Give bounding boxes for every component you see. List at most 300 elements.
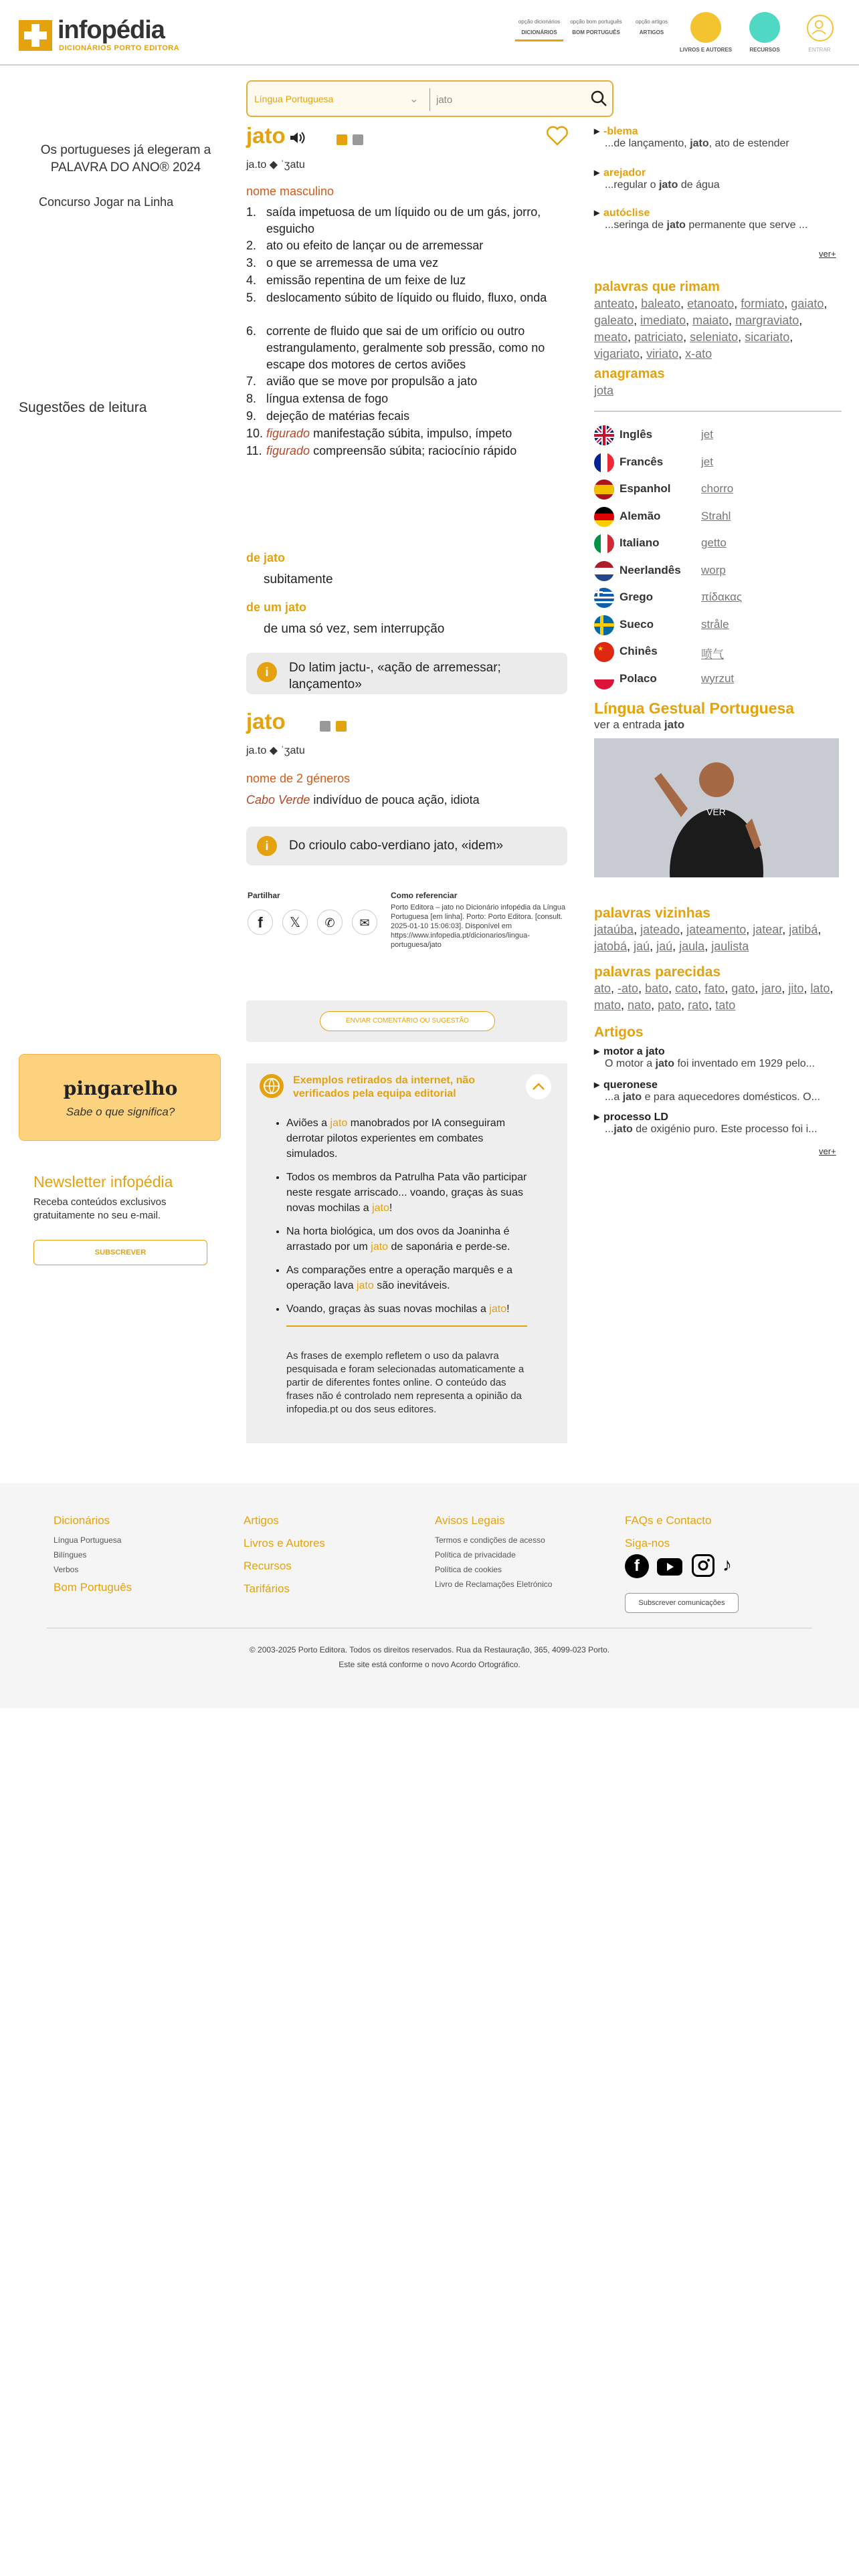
divider	[286, 1325, 527, 1327]
definition-number: 2.	[246, 239, 257, 252]
bullet-icon: ▸	[594, 1046, 600, 1057]
word-link[interactable]: jaú	[656, 940, 673, 953]
definition-number: 8.	[246, 392, 257, 405]
phrase-heading: de um jato	[246, 601, 307, 614]
word-link[interactable]: jaula	[679, 940, 705, 953]
lgp-title: Língua Gestual Portuguesa	[594, 700, 795, 717]
etymology-text: Do crioulo cabo-verdiano jato, «idem»	[289, 839, 504, 853]
footer-faqs-contacto[interactable]: FAQs e Contacto	[625, 1514, 712, 1527]
facebook-icon[interactable]: f	[625, 1554, 649, 1578]
example-highlight: jato	[356, 1280, 374, 1291]
rhymes-title: palavras que rimam	[594, 280, 720, 294]
sweden-flag-icon	[594, 615, 614, 635]
word-link[interactable]: sicariato	[745, 330, 790, 344]
phrase-snippet	[605, 138, 832, 150]
translation-row	[594, 585, 842, 612]
word-link[interactable]: lato	[810, 982, 830, 995]
pronunciation: ja.to ◆ ˈʒatu	[246, 745, 305, 756]
definition-body: manifestação súbita, impulso, ímpeto	[313, 427, 512, 440]
definition-item	[246, 408, 574, 425]
feedback-button[interactable]: ENVIAR COMENTÁRIO OU SUGESTÃO	[320, 1011, 495, 1031]
definition-text	[266, 408, 574, 425]
word-link[interactable]: gaiato	[791, 297, 824, 310]
site-header	[0, 0, 859, 66]
pronunciation: ja.to ◆ ˈʒatu	[246, 159, 305, 171]
definition-number: 9.	[246, 409, 257, 423]
definition-item	[246, 373, 574, 390]
entry-index-1-icon[interactable]	[337, 134, 347, 145]
translation-row	[594, 450, 842, 477]
word-link[interactable]: rato	[688, 998, 709, 1012]
facebook-icon[interactable]: f	[248, 909, 273, 935]
china-flag-icon	[594, 642, 614, 662]
nav-dicionarios[interactable]	[515, 19, 563, 41]
uk-flag-icon	[594, 425, 614, 445]
language-name: Francês	[619, 455, 664, 468]
article-result[interactable]	[594, 1110, 835, 1136]
region-tag: Cabo Verde	[246, 793, 310, 807]
word-link[interactable]: jatobá	[594, 940, 628, 953]
orthographic-agreement: Este site está conforme o novo Acordo Ortográfico.	[339, 1660, 520, 1669]
language-name: Alemão	[619, 509, 661, 522]
snippet-text: , ato de estender	[708, 138, 789, 149]
footer-bom-portugues[interactable]: Bom Português	[54, 1581, 132, 1594]
translation-link[interactable]: wyrzut	[701, 671, 735, 685]
entry-word: jato	[246, 123, 286, 148]
phrase-snippet	[605, 179, 832, 191]
books-authors-icon[interactable]	[690, 12, 721, 43]
nav-label: BOM PORTUGUÊS	[572, 29, 620, 35]
snippet-highlight: jato	[655, 1058, 675, 1069]
footer-link[interactable]: Bilíngues	[54, 1550, 87, 1560]
definition-text	[266, 391, 574, 407]
neighbors-title: palavras vizinhas	[594, 905, 710, 921]
example-text: !	[506, 1303, 510, 1315]
definition-item	[246, 272, 574, 289]
word-link[interactable]: jataúba	[594, 923, 634, 936]
tiktok-icon[interactable]: ♪	[723, 1554, 732, 1575]
favorite-heart-icon[interactable]	[546, 126, 569, 146]
word-link[interactable]: jaulista	[711, 940, 749, 953]
word-link[interactable]: x-ato	[685, 347, 712, 360]
translation-link[interactable]: jet	[701, 455, 713, 468]
word-link[interactable]: mato	[594, 998, 622, 1012]
translation-link[interactable]: jet	[701, 428, 713, 441]
language-name: Italiano	[619, 536, 660, 549]
phrase-result[interactable]	[594, 166, 835, 191]
nav-label: ARTIGOS	[639, 29, 664, 35]
example-item	[286, 1170, 527, 1216]
article-title	[594, 1078, 835, 1091]
snippet-highlight: jato	[666, 219, 686, 231]
word-link[interactable]: seleniato	[690, 330, 739, 344]
info-icon: i	[257, 836, 277, 856]
share-title: Partilhar	[248, 891, 280, 900]
game-word: pingarelho	[63, 1077, 178, 1099]
sign-language-video[interactable]	[594, 738, 839, 877]
search-icon[interactable]	[590, 90, 607, 107]
word-link[interactable]: margraviato	[735, 314, 799, 327]
word-link[interactable]: vigariato	[594, 347, 640, 360]
example-text: de saponária e perde-se.	[388, 1241, 510, 1253]
word-link[interactable]: jaro	[761, 982, 782, 995]
reading-suggestions-heading: Sugestões de leitura	[19, 400, 147, 415]
article-snippet	[605, 1123, 832, 1136]
translation-row	[594, 558, 842, 585]
language-name: Polaco	[619, 671, 657, 685]
x-twitter-icon[interactable]: 𝕏	[282, 909, 308, 935]
language-name: Espanhol	[619, 482, 671, 495]
definition-body: corrente de fluido que sai de um orifício ou outro estrangulamento, geralmente sob pressão, como no escape dos motores de certos aviões	[266, 324, 545, 371]
article-snippet	[605, 1058, 832, 1070]
definition-body: deslocamento súbito de líquido ou fluido, fluxo, onda	[266, 291, 547, 304]
word-link[interactable]: jatibá	[789, 923, 818, 936]
copyright: © 2003-2025 Porto Editora. Todos os direitos reservados. Rua da Restauração, 365, 4099-023 Porto.	[249, 1645, 610, 1654]
poll-link[interactable]: Os portugueses já elegeram a PALAVRA DO ANO® 2024	[40, 143, 211, 175]
translation-link[interactable]: 喷气	[701, 648, 724, 661]
footer-siga-nos: Siga-nos	[625, 1537, 670, 1549]
logo-text[interactable]: infopédia	[58, 16, 165, 44]
phrase-result[interactable]	[594, 124, 835, 150]
definition	[246, 793, 480, 807]
snippet-text: de oxigénio puro. Este processo foi i...	[632, 1123, 818, 1135]
translation-row	[594, 613, 842, 639]
nav-active-underline	[515, 39, 563, 41]
translation-link[interactable]: Strahl	[701, 509, 731, 522]
svg-text:★: ★	[597, 645, 603, 653]
definition-number: 5.	[246, 291, 257, 304]
translation-row	[594, 667, 842, 693]
phrase-title-text: arejador	[603, 167, 646, 179]
word-link[interactable]: pato	[658, 998, 682, 1012]
word-game-card[interactable]	[19, 1054, 221, 1141]
footer-tarifarios[interactable]: Tarifários	[244, 1582, 290, 1595]
word-link[interactable]: jatear	[753, 923, 783, 936]
example-text: !	[389, 1202, 393, 1214]
translation-link[interactable]: chorro	[701, 482, 734, 495]
example-item	[286, 1224, 527, 1255]
snippet-text: ...a	[605, 1091, 623, 1103]
word-link[interactable]: cato	[675, 982, 698, 995]
definition-number: 11.	[246, 444, 262, 457]
definition-text	[266, 323, 574, 373]
snippet-highlight: jato	[690, 138, 709, 149]
snippet-highlight: jato	[613, 1123, 633, 1135]
definition-body: dejeção de matérias fecais	[266, 409, 410, 423]
definition-number: 10.	[246, 427, 264, 440]
lgp-subtitle	[594, 718, 684, 732]
anagrams-title: anagramas	[594, 366, 665, 381]
bullet-icon: ▸	[594, 1079, 600, 1091]
entry-index-1-icon[interactable]	[320, 721, 330, 732]
translation-row	[594, 504, 842, 531]
cite-title: Como referenciar	[391, 891, 458, 900]
translation-link[interactable]: πίδακας	[701, 591, 743, 603]
word-link[interactable]: viriato	[646, 347, 679, 360]
word-link[interactable]: etanoato	[687, 297, 735, 310]
definition-number: 4.	[246, 274, 257, 287]
example-text: Todos os membros da Patrulha Pata vão participar neste resgate arriscado... voando, graças às suas novas mochilas a	[286, 1172, 527, 1214]
italy-flag-icon	[594, 534, 614, 554]
footer-dicionarios-title[interactable]: Dicionários	[54, 1514, 110, 1527]
language-name: Sueco	[619, 617, 654, 631]
snippet-text: ...seringa de	[605, 219, 667, 231]
articles-title: Artigos	[594, 1025, 644, 1040]
login-label[interactable]: ENTRAR	[808, 47, 831, 53]
definition-body: emissão repentina de um feixe de luz	[266, 274, 466, 287]
rhymes-list: anteato, baleato, etanoato, formiato, gaiato, galeato, imediato, maiato, margraviato, meato, patriciato, seleniato, sicariato, vigariato, viriato, x-ato	[594, 297, 828, 360]
examples-list	[246, 1115, 567, 1325]
word-link[interactable]: gato	[731, 982, 755, 995]
definition-item	[246, 204, 574, 237]
snippet-highlight: jato	[658, 179, 678, 191]
entry-index-2-icon[interactable]	[336, 721, 347, 732]
resources-icon[interactable]	[749, 12, 780, 43]
snippet-text: ...regular o	[605, 179, 659, 191]
nav-image-alt: opção dicionários	[518, 19, 561, 25]
definition-item	[246, 237, 574, 254]
language-name: Grego	[619, 591, 654, 603]
article-title-text: motor a jato	[603, 1046, 665, 1057]
example-item	[286, 1301, 527, 1317]
snippet-text: foi inventado em 1929 pelo...	[674, 1058, 815, 1069]
word-link[interactable]: jateado	[640, 923, 680, 936]
footer-link[interactable]: Política de cookies	[435, 1565, 502, 1574]
word-link[interactable]: ato	[594, 982, 611, 995]
example-item	[286, 1263, 527, 1293]
site-footer	[0, 1483, 859, 1708]
article-title	[594, 1045, 835, 1058]
footer-recursos[interactable]: Recursos	[244, 1560, 292, 1572]
translation-link[interactable]: getto	[701, 536, 727, 549]
footer-link[interactable]: Política de privacidade	[435, 1550, 516, 1560]
definition-body: saída impetuosa de um líquido ou de um gás, jorro, esguicho	[266, 205, 541, 235]
phrase-result-title	[594, 206, 835, 219]
word-link[interactable]: nato	[628, 998, 652, 1012]
definition-item	[246, 391, 574, 407]
lgp-subtitle-text: ver a entrada	[594, 718, 664, 731]
example-text: As comparações entre a operação marquês e a operação lava	[286, 1265, 512, 1291]
translation-row	[594, 531, 842, 558]
phrase-snippet	[605, 219, 832, 231]
search-input[interactable]	[436, 91, 583, 108]
anagrams-list	[594, 383, 842, 399]
etymology-box	[246, 653, 567, 694]
footer-link[interactable]: Termos e condições de acesso	[435, 1535, 545, 1545]
spain-flag-icon	[594, 479, 614, 500]
chevron-down-icon[interactable]: ⌄	[409, 94, 419, 105]
language-name: Chinês	[619, 645, 658, 657]
resources-label[interactable]: RECURSOS	[749, 47, 780, 53]
definition-text	[266, 237, 574, 254]
youtube-icon[interactable]	[657, 1558, 682, 1576]
subscribe-communications-button[interactable]: Subscrever comunicações	[625, 1593, 739, 1613]
definition-text	[266, 373, 574, 390]
example-text: Voando, graças às suas novas mochilas a	[286, 1303, 490, 1315]
word-link[interactable]: -ato	[617, 982, 639, 995]
translation-link[interactable]: stråle	[701, 617, 729, 631]
logo-subtitle: DICIONÁRIOS PORTO EDITORA	[59, 44, 180, 52]
bullet-icon: ▸	[594, 1111, 600, 1123]
example-text: manobrados por IA conseguiram derrotar pilotos experientes em combates simulados.	[286, 1117, 506, 1160]
article-result[interactable]	[594, 1045, 835, 1070]
books-authors-label[interactable]: LIVROS E AUTORES	[679, 47, 733, 53]
collapse-chevron-up-icon[interactable]	[526, 1074, 551, 1099]
definition-item	[246, 255, 574, 272]
usage-tag: figurado	[266, 427, 310, 440]
grammar-category: nome de 2 géneros	[246, 772, 351, 785]
word-link[interactable]: fato	[704, 982, 725, 995]
netherlands-flag-icon	[594, 561, 614, 581]
definition-text	[266, 290, 574, 306]
game-subtitle: Sabe o que significa?	[66, 1105, 175, 1118]
definition-text	[266, 425, 574, 442]
bullet-icon: ▸	[594, 207, 600, 219]
info-icon: i	[257, 662, 277, 682]
snippet-text: de água	[678, 179, 720, 191]
germany-flag-icon	[594, 507, 614, 527]
more-link[interactable]: ver+	[819, 249, 836, 259]
snippet-text: permanente que serve ...	[685, 219, 808, 231]
newsletter-text: Receba conteúdos exclusivos gratuitamente no seu e-mail.	[33, 1196, 167, 1221]
article-title-text: processo LD	[603, 1111, 668, 1123]
footer-link[interactable]: Língua Portuguesa	[54, 1535, 122, 1545]
phrase-definition: de uma só vez, sem interrupção	[264, 622, 445, 636]
more-link[interactable]: ver+	[819, 1146, 836, 1156]
footer-livros-autores[interactable]: Livros e Autores	[244, 1537, 325, 1549]
bullet-icon: ▸	[594, 167, 600, 179]
word-link[interactable]: baleato	[641, 297, 681, 310]
nav-image-alt: opção bom português	[570, 19, 622, 25]
footer-link[interactable]: Verbos	[54, 1565, 79, 1574]
definition-text	[266, 272, 574, 289]
word-link[interactable]: bato	[645, 982, 669, 995]
definition-body: compreensão súbita; raciocínio rápido	[313, 444, 517, 457]
translation-row	[594, 423, 842, 449]
article-title-text: queronese	[603, 1079, 658, 1091]
snippet-text: e para aquecedores domésticos. O...	[642, 1091, 820, 1103]
globe-icon	[260, 1074, 284, 1098]
definition-text	[266, 255, 574, 272]
word-link[interactable]: tato	[715, 998, 736, 1012]
definition-body: o que se arremessa de uma vez	[266, 256, 439, 270]
email-icon[interactable]: ✉	[352, 909, 377, 935]
phrase-result-title	[594, 124, 835, 138]
search-bar	[246, 80, 613, 117]
language-name: Neerlandês	[619, 563, 681, 576]
examples-disclaimer: As frases de exemplo refletem o uso da palavra pesquisada e foram selecionadas automaticamente a partir de diferentes fontes online. O conteúdo das frases não é controlado nem representa a opinião da infopedia.pt ou dos seus editores.	[286, 1350, 524, 1415]
footer-avisos-legais[interactable]: Avisos Legais	[435, 1514, 505, 1527]
definition-number: 6.	[246, 324, 257, 338]
whatsapp-icon[interactable]: ✆	[317, 909, 343, 935]
word-link[interactable]: jito	[788, 982, 804, 995]
usage-tag: figurado	[266, 444, 310, 457]
phrase-result[interactable]	[594, 206, 835, 231]
grammar-category: nome masculino	[246, 185, 335, 198]
etymology-box	[246, 827, 567, 865]
phrase-title-text: autóclise	[603, 207, 650, 219]
similar-title: palavras parecidas	[594, 964, 721, 980]
word-link[interactable]: formiato	[741, 297, 785, 310]
translation-row	[594, 477, 842, 504]
france-flag-icon	[594, 453, 614, 473]
snippet-text: ...de lançamento,	[605, 138, 690, 149]
word-link[interactable]: jateamento	[686, 923, 747, 936]
infopedia-logo-icon[interactable]	[19, 20, 52, 51]
article-title	[594, 1110, 835, 1123]
definition-text: indivíduo de pouca ação, idiota	[313, 793, 480, 807]
example-highlight: jato	[489, 1303, 507, 1315]
feedback-panel	[246, 1000, 567, 1042]
snippet-text: O motor a	[605, 1058, 656, 1069]
nav-image-alt: opção artigos	[635, 19, 668, 25]
definition-item	[246, 323, 574, 373]
audio-icon[interactable]	[289, 131, 305, 144]
example-highlight: jato	[372, 1202, 389, 1214]
article-result[interactable]	[594, 1078, 835, 1103]
definition-body: língua extensa de fogo	[266, 392, 389, 405]
poland-flag-icon	[594, 669, 614, 689]
translation-link[interactable]: worp	[701, 563, 726, 576]
cite-text: Porto Editora – jato no Dicionário infopédia da Língua Portuguesa [em linha]. Porto: Porto Editora. [consult. 2025-01-10 15:06:03]. Disponível em https://www.infopedia.pt/dicionarios/lingua-portuguesa/jato	[391, 903, 566, 949]
entry-index-2-icon[interactable]	[353, 134, 363, 145]
nav-label: DICIONÁRIOS	[521, 29, 557, 35]
etymology-text: Do latim jactu-, «ação de arremessar; lançamento»	[289, 661, 501, 691]
word-link[interactable]: anteato	[594, 297, 635, 310]
footer-link[interactable]: Livro de Reclamações Eletrónico	[435, 1580, 553, 1589]
user-login-icon[interactable]	[807, 15, 834, 41]
definition-number: 3.	[246, 256, 257, 270]
bullet-icon: ▸	[594, 126, 600, 137]
word-link[interactable]: imediato	[640, 314, 686, 327]
instagram-icon[interactable]	[692, 1554, 714, 1577]
word-link[interactable]: patriciato	[634, 330, 684, 344]
word-link[interactable]: jaú	[634, 940, 650, 953]
word-link[interactable]: meato	[594, 330, 628, 344]
dictionary-select[interactable]: Língua Portuguesa	[254, 94, 334, 104]
nav-artigos[interactable]	[628, 19, 676, 35]
phrase-title-text: -blema	[603, 126, 638, 137]
video-shirt-text: VER	[706, 807, 726, 817]
translation-row	[594, 639, 842, 666]
lgp-word[interactable]: jato	[664, 718, 685, 731]
example-item	[286, 1115, 527, 1162]
examples-box	[246, 1063, 567, 1443]
definition-number: 1.	[246, 205, 257, 219]
footer-artigos[interactable]: Artigos	[244, 1514, 279, 1527]
definition-body: avião que se move por propulsão a jato	[266, 374, 478, 388]
word-link[interactable]: galeato	[594, 314, 634, 327]
definition-item	[246, 425, 574, 442]
neighbors-list: jataúba, jateado, jateamento, jatear, jatibá, jatobá, jaú, jaú, jaula, jaulista	[594, 923, 822, 953]
word-link[interactable]: jota	[594, 384, 614, 397]
nav-bom-portugues[interactable]	[570, 19, 622, 35]
definition-number: 7.	[246, 374, 257, 388]
similar-list: ato, -ato, bato, cato, fato, gato, jaro, jito, lato, mato, nato, pato, rato, tato	[594, 982, 834, 1012]
word-link[interactable]: maiato	[692, 314, 729, 327]
phrase-heading: de jato	[246, 551, 286, 564]
contest-image[interactable]: Concurso Jogar na Linha	[39, 195, 174, 209]
share-buttons	[248, 907, 368, 936]
example-text: Aviões a	[286, 1117, 330, 1129]
definition-item	[246, 443, 574, 459]
subscribe-button[interactable]: SUBSCREVER	[33, 1240, 207, 1265]
example-highlight: jato	[330, 1117, 348, 1129]
example-highlight: jato	[371, 1241, 389, 1253]
divider	[594, 411, 842, 412]
definition-item	[246, 290, 574, 306]
examples-title: Exemplos retirados da internet, não verificados pela equipa editorial	[293, 1075, 476, 1099]
